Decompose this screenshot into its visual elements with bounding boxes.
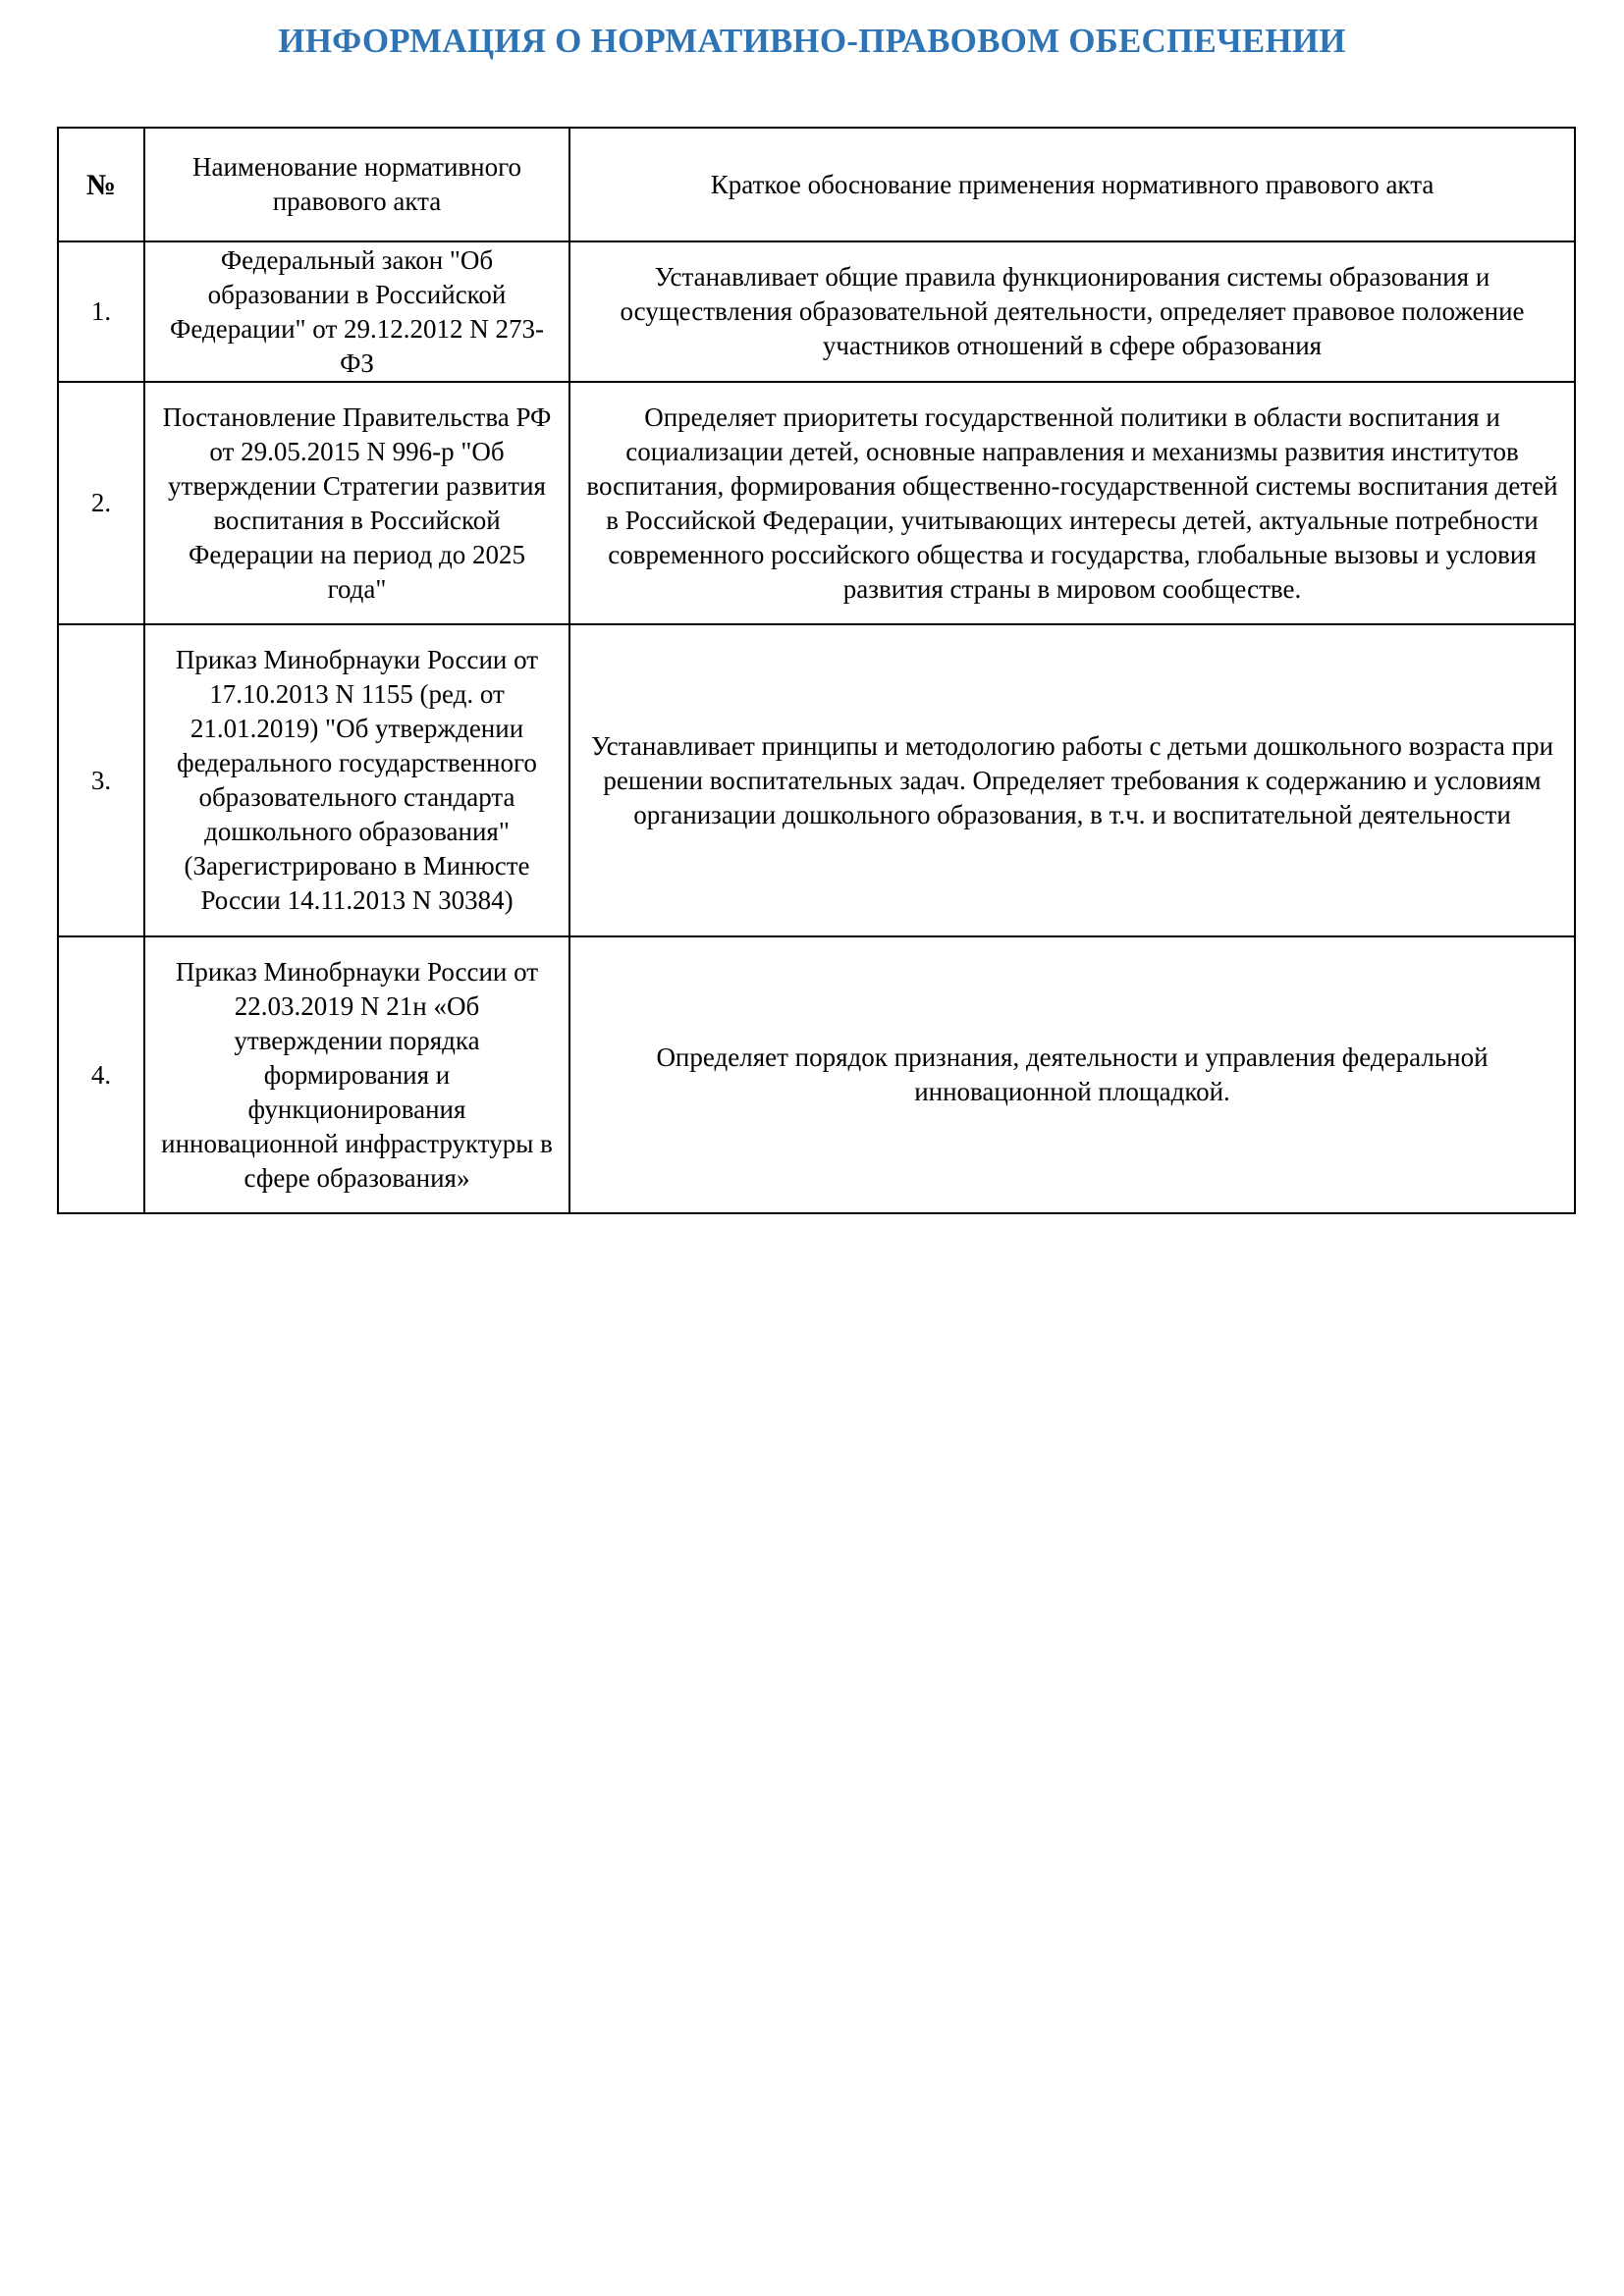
row-act-name: Федеральный закон "Об образовании в Российской Федерации" от 29.12.2012 N 273-ФЗ (144, 241, 569, 382)
legal-acts-table (57, 127, 1576, 1214)
table-header-row (58, 128, 1575, 241)
row-act-name: Приказ Минобрнауки России от 17.10.2013 N 1155 (ред. от 21.01.2019) "Об утверждении федерального государственного образовательного стандарта дошкольного образования" (Зарегистрировано в Минюсте России 14.11.2013 N 30384) (144, 624, 569, 936)
row-number: 4. (58, 936, 144, 1213)
table-row (58, 624, 1575, 936)
table-row (58, 936, 1575, 1213)
row-act-name: Постановление Правительства РФ от 29.05.2015 N 996-р "Об утверждении Стратегии развития воспитания в Российской Федерации на период до 2025 года" (144, 382, 569, 624)
header-number: № (58, 128, 144, 241)
table-row (58, 382, 1575, 624)
row-number: 3. (58, 624, 144, 936)
header-description: Краткое обоснование применения нормативного правового акта (569, 128, 1575, 241)
row-description: Определяет приоритеты государственной политики в области воспитания и социализации детей, основные направления и механизмы развития институтов воспитания, формирования общественно-государственной системы воспитания детей в Российской Федерации, учитывающих интересы детей, актуальные потребности современного российского общества и государства, глобальные вызовы и условия развития страны в мировом сообществе. (569, 382, 1575, 624)
header-act-name: Наименование нормативного правового акта (144, 128, 569, 241)
page-title: ИНФОРМАЦИЯ О НОРМАТИВНО-ПРАВОВОМ ОБЕСПЕЧЕНИИ (278, 22, 1346, 60)
row-number: 1. (58, 241, 144, 382)
row-description: Определяет порядок признания, деятельности и управления федеральной инновационной площадкой. (569, 936, 1575, 1213)
row-number: 2. (58, 382, 144, 624)
row-description: Устанавливает общие правила функционирования системы образования и осуществления образовательной деятельности, определяет правовое положение участников отношений в сфере образования (569, 241, 1575, 382)
row-act-name: Приказ Минобрнауки России от 22.03.2019 N 21н «Об утверждении порядка формирования и функционирования инновационной инфраструктуры в сфере образования» (144, 936, 569, 1213)
table-row (58, 241, 1575, 382)
row-description: Устанавливает принципы и методологию работы с детьми дошкольного возраста при решении воспитательных задач. Определяет требования к содержанию и условиям организации дошкольного образования, в т.ч. и воспитательной деятельности (569, 624, 1575, 936)
